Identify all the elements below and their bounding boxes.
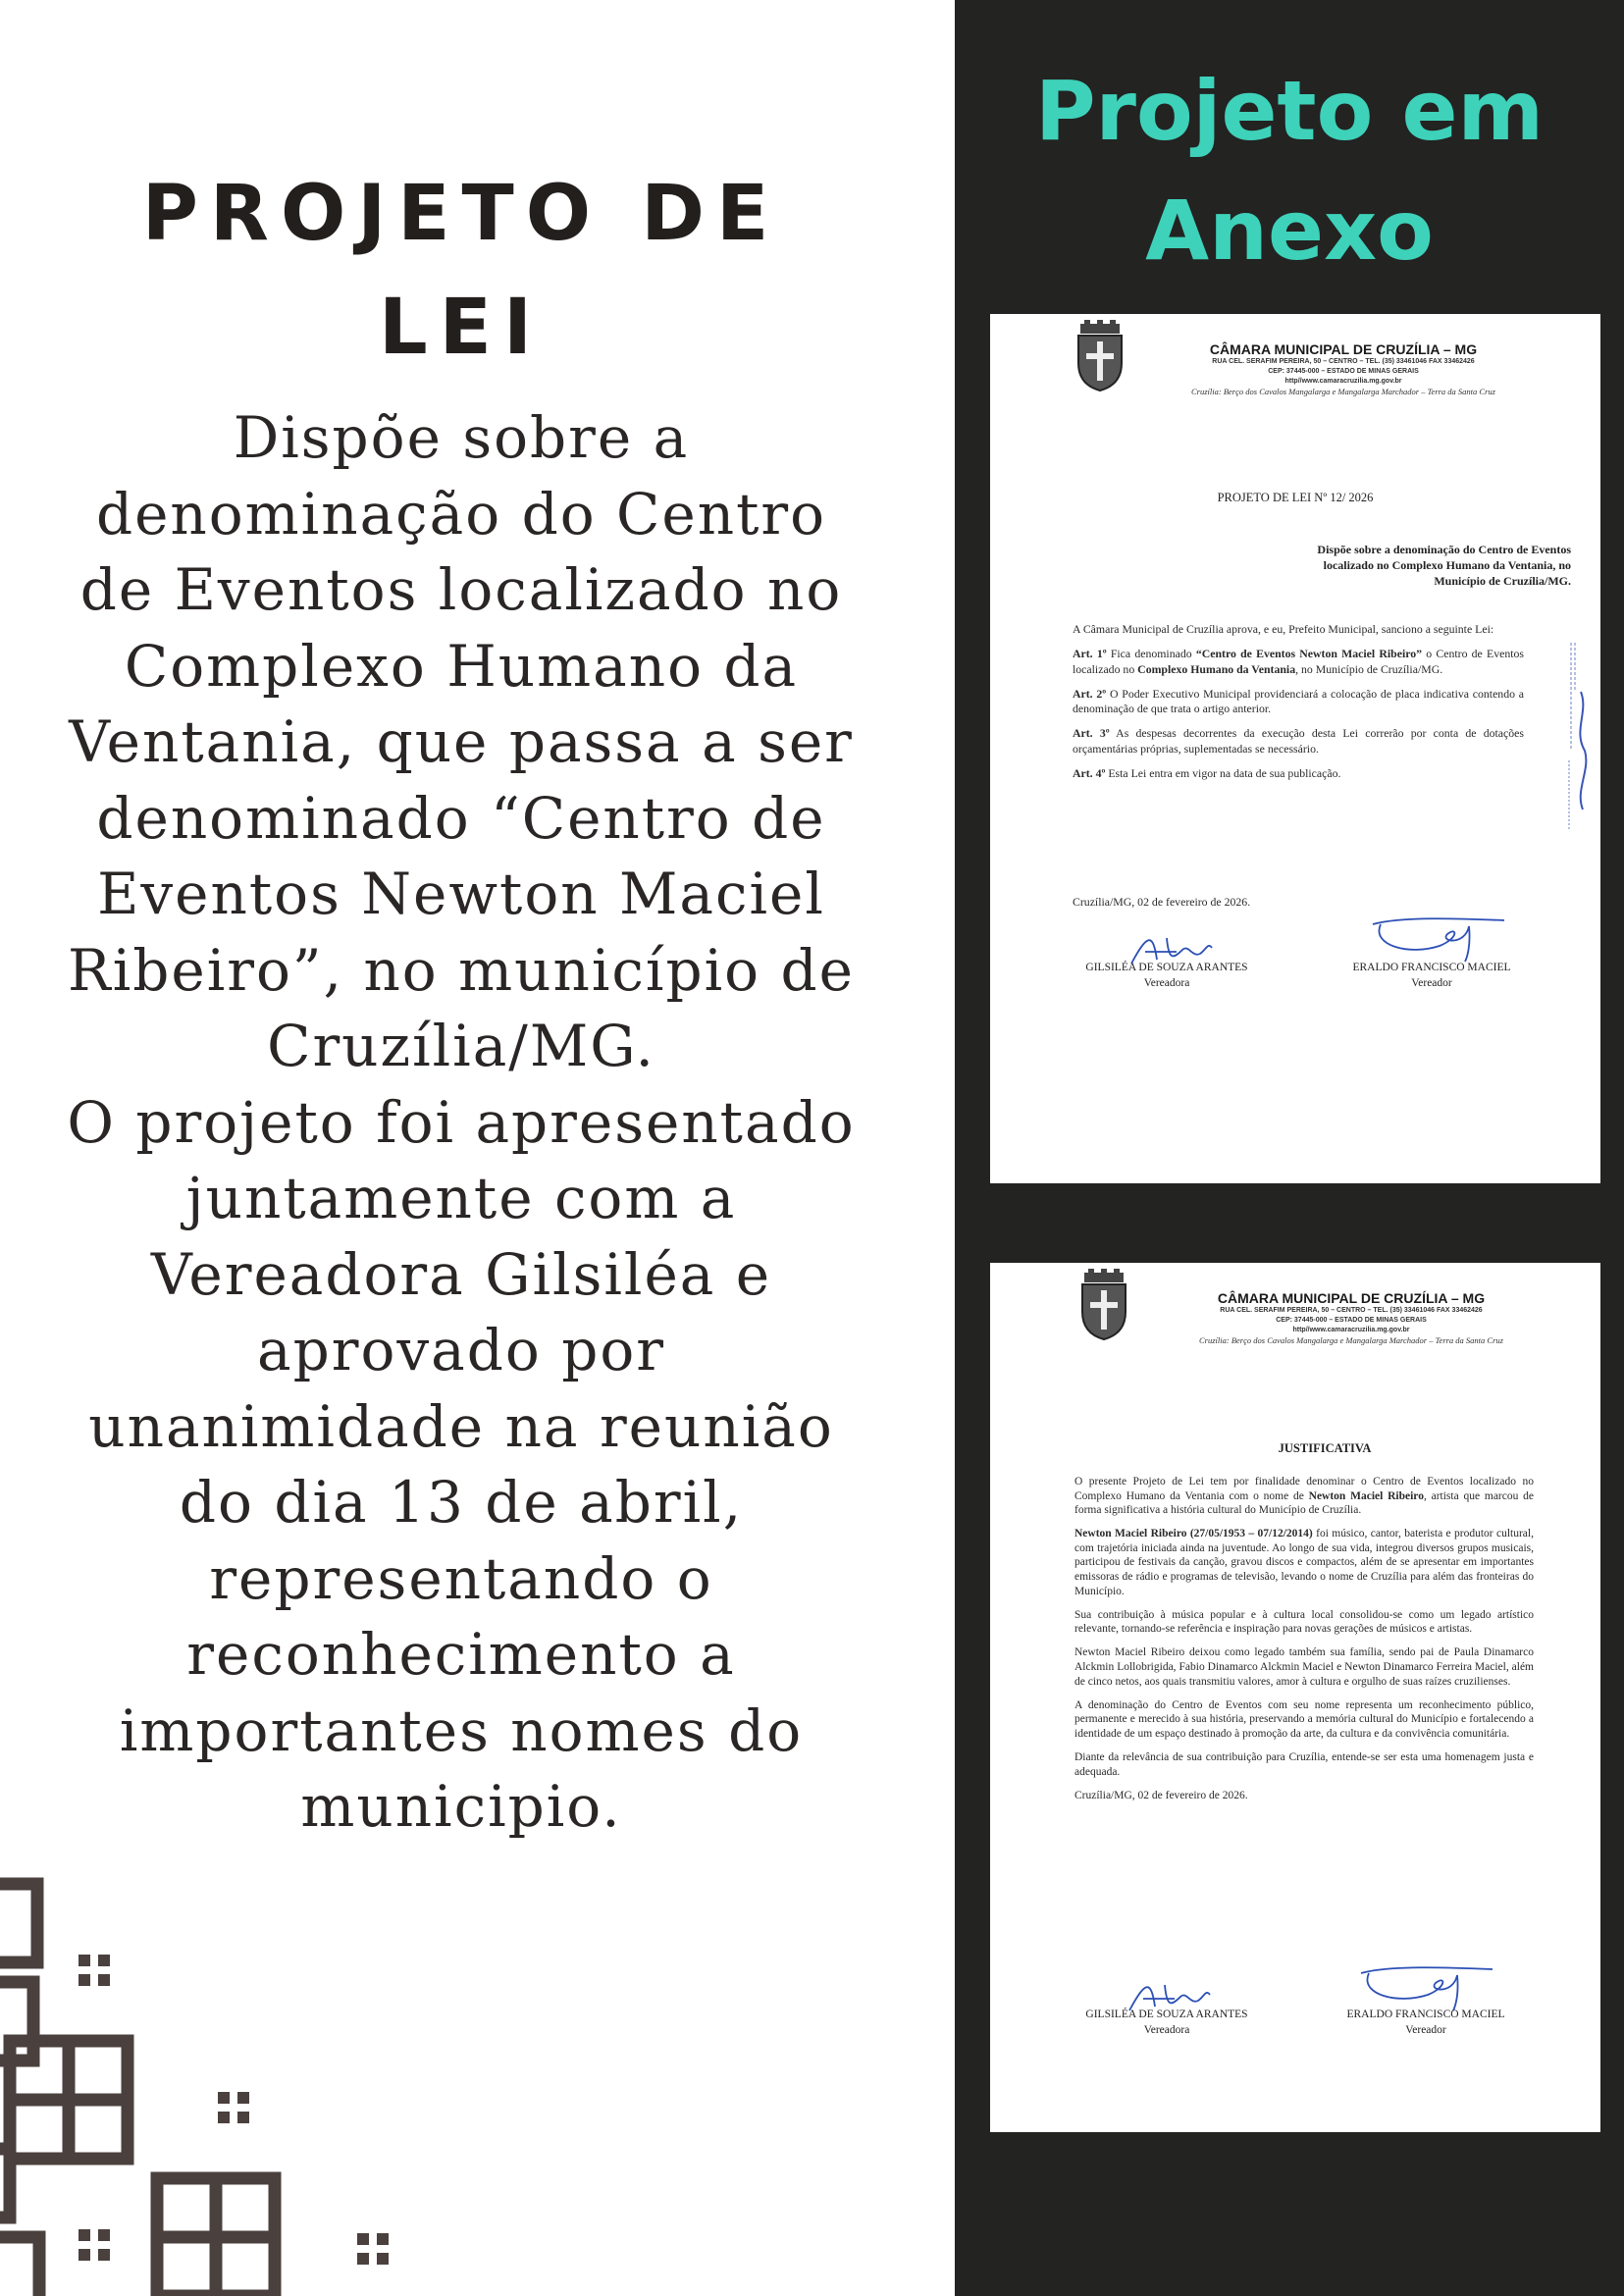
chamber-site: http//www.camaracruzilia.mg.gov.br xyxy=(1284,378,1402,385)
margin-stamp-icon xyxy=(1563,633,1593,839)
chamber-name: CÂMARA MUNICIPAL DE CRUZÍLIA – MG xyxy=(1209,341,1478,357)
bill-summary: Dispõe sobre a denominação do Centro de Eventos localizado no Complexo Humano da Ventania, no Município de Cruzília/MG. xyxy=(1317,543,1571,588)
signature-right xyxy=(1308,2007,1544,2038)
right-panel xyxy=(955,0,1624,2296)
signature-left xyxy=(1049,2007,1284,2038)
justification-paragraph-4: Newton Maciel Ribeiro deixou como legado também sua família, sendo pai de Paula Dinamarco Alckmin Lollobrigida, Fabio Dinamarco Alckmin Maciel e Newton Dinamarco Ferreira Maciel, além de cinco netos, aos quais transmitiu valores, amor à cultura e orgulho de suas raízes cruzilienses. xyxy=(1074,1646,1534,1688)
bill-document-page xyxy=(990,314,1600,1183)
article-2: Art. 2º O Poder Executivo Municipal providenciará a colocação de placa indicativa contendo a denominação de que trata o artigo anterior. xyxy=(1073,686,1525,715)
letterhead-text xyxy=(1127,341,1559,396)
signer-name-right: ERALDO FRANCISCO MACIEL xyxy=(1352,962,1511,973)
signer-name-right: ERALDO FRANCISCO MACIEL xyxy=(1346,2009,1505,2020)
bill-date: Cruzília/MG, 02 de fevereiro de 2026. xyxy=(1073,895,1251,909)
signer-role-right: Vereador xyxy=(1411,977,1452,989)
annex-title-text: Projeto em Anexo xyxy=(1034,63,1545,279)
justification-body xyxy=(1074,1475,1534,1812)
signature-right xyxy=(1314,960,1549,991)
justification-paragraph-6: Diante da relevância de sua contribuição para Cruzília, entende-se ser esta uma homenagem justa e adequada. xyxy=(1074,1751,1534,1778)
decorative-pattern xyxy=(0,1864,432,2296)
chamber-site: http//www.camaracruzilia.mg.gov.br xyxy=(1292,1327,1410,1333)
signer-role-right: Vereador xyxy=(1405,2024,1446,2036)
page-title: PROJETO DE LEI xyxy=(141,170,781,372)
signature-scribble-right-icon xyxy=(1371,916,1508,965)
bill-articles xyxy=(1073,622,1524,791)
article-3: Art. 3º As despesas decorrentes da execução desta Lei correrão por conta de dotações orçamentárias próprias, suplementadas se necessário. xyxy=(1073,726,1524,756)
chamber-address: RUA CEL. SERAFIM PEREIRA, 50 – CENTRO – TEL. (35) 33461046 FAX 33462426 xyxy=(1220,1307,1483,1314)
justification-heading: JUSTIFICATIVA xyxy=(1278,1441,1372,1455)
justification-document-page xyxy=(990,1263,1600,2132)
signature-left xyxy=(1049,960,1284,991)
chamber-name: CÂMARA MUNICIPAL DE CRUZÍLIA – MG xyxy=(1217,1290,1486,1306)
chamber-address: RUA CEL. SERAFIM PEREIRA, 50 – CENTRO – TEL. (35) 33461046 FAX 33462426 xyxy=(1212,358,1475,365)
letterhead-text xyxy=(1135,1290,1567,1345)
signer-role-left: Vereadora xyxy=(1143,977,1190,989)
justification-paragraph-2: Newton Maciel Ribeiro (27/05/1953 – 07/12/2014) foi músico, cantor, baterista e produtor cultural, com trajetória iniciada ainda na juventude. Ao longo de sua vida, integrou diversos grupos musicais, participou de festivais da canção, gravou discos e compactos, além de se apresentar em importantes emissoras de rádio e programas de televisão, levando o nome de Cruzília para além das fronteiras do Município. xyxy=(1074,1528,1534,1597)
signer-name-left: GILSILÉA DE SOUZA ARANTES xyxy=(1085,2009,1248,2020)
justification-paragraph-3: Sua contribuição à música popular e à cultura local consolidou-se como um legado artístico relevante, tornando-se referência e inspiração para novas gerações de músicos e artistas. xyxy=(1074,1608,1534,1636)
bill-preamble: A Câmara Municipal de Cruzília aprova, e eu, Prefeito Municipal, sanciono a seguinte Lei: xyxy=(1073,622,1494,636)
annex-title xyxy=(955,51,1624,290)
justification-paragraph-5: A denominação do Centro de Eventos com seu nome representa um reconhecimento público, permanente e merecido à sua história, preservando a memória cultural do Município e fortalecendo a identidade de um espaço destinado à promoção da arte, da cultura e da convivência comunitária. xyxy=(1074,1698,1534,1740)
justification-paragraph-1: O presente Projeto de Lei tem por finalidade denominar o Centro de Eventos localizado no Complexo Humano da Ventania com o nome de Newton Maciel Ribeiro, artista que marcou de forma significativa a história cultural do Município de Cruzília. xyxy=(1074,1476,1535,1517)
description-text: Dispõe sobre a denominação do Centro de Eventos localizado no Complexo Humano da Ventania, que passa a ser denominado “Centro de Eventos Newton Maciel Ribeiro”, no município de Cruzília/MG. O projeto foi apresentado juntamente com a Vereadora Gilsiléa e aprovado por unanimidade na reunião do dia 13 de abril, representando o reconhecimento a importantes nomes do municipio. xyxy=(67,404,856,1840)
chamber-cep: CEP: 37445-000 – ESTADO DE MINAS GERAIS xyxy=(1276,1317,1427,1324)
signer-name-left: GILSILÉA DE SOUZA ARANTES xyxy=(1085,962,1248,973)
letterhead xyxy=(990,1269,1600,1357)
municipal-crest-icon xyxy=(1073,320,1127,392)
chamber-motto: Cruzília: Berço dos Cavalos Mangalarga e Mangalarga Marchador – Terra da Santa Cruz xyxy=(1191,387,1495,396)
justification-date: Cruzília/MG, 02 de fevereiro de 2026. xyxy=(1074,1789,1248,1801)
article-1: Art. 1º Fica denominado “Centro de Eventos Newton Maciel Ribeiro” o Centro de Eventos localizado no Complexo Humano da Ventania, no Município de Cruzília/MG. xyxy=(1073,647,1524,676)
letterhead xyxy=(990,320,1600,408)
municipal-crest-icon xyxy=(1076,1269,1131,1341)
signer-role-left: Vereadora xyxy=(1143,2024,1190,2036)
chamber-cep: CEP: 37445-000 – ESTADO DE MINAS GERAIS xyxy=(1268,368,1419,375)
bill-number: PROJETO DE LEI Nº 12/ 2026 xyxy=(1217,491,1374,504)
chamber-motto: Cruzília: Berço dos Cavalos Mangalarga e Mangalarga Marchador – Terra da Santa Cruz xyxy=(1199,1335,1503,1345)
article-4: Art. 4º Esta Lei entra em vigor na data de sua publicação. xyxy=(1073,765,1341,780)
